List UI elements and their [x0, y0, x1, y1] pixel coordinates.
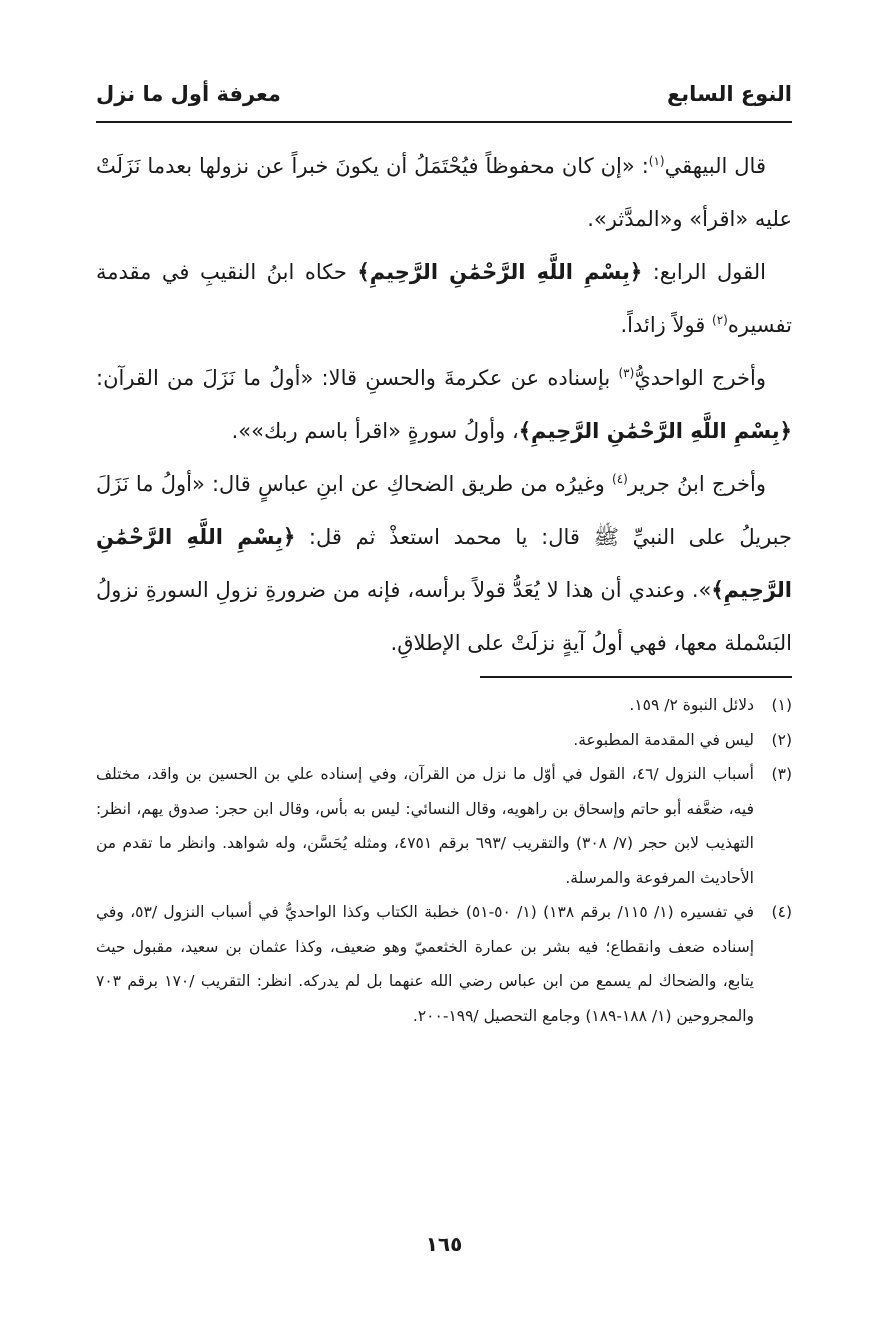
main-text — [96, 140, 792, 670]
paragraph-4 — [96, 458, 792, 670]
footnote-text: ليس في المقدمة المطبوعة. — [573, 730, 754, 749]
text-run: حكاه ابنُ النقيبِ في مقدمة تفسيره — [96, 260, 792, 337]
footnote-marker-1[interactable]: (١) — [648, 154, 665, 168]
footnotes — [96, 688, 792, 1033]
footnote-1 — [96, 688, 792, 723]
basmala-ornament: ﴿بِسْمِ اللَّهِ الرَّحْمَٰنِ الرَّحِيمِ﴾ — [518, 419, 792, 443]
text-run: القول الرابع: — [642, 260, 766, 284]
footnote-3 — [96, 757, 792, 895]
footnote-marker-2[interactable]: (٢) — [712, 313, 728, 327]
text-run: قال البيهقي — [664, 154, 766, 178]
footnote-divider — [480, 676, 792, 678]
text-run: ، وأولُ سورةٍ «اقرأ باسم ربك»». — [231, 419, 519, 443]
chapter-title: النوع السابع — [666, 82, 792, 106]
page-number: ١٦٥ — [425, 1232, 463, 1256]
running-header — [96, 72, 792, 116]
paragraph-3 — [96, 352, 792, 458]
paragraph-2 — [96, 246, 792, 352]
header-divider — [96, 121, 792, 123]
footnote-marker-4[interactable]: (٤) — [612, 472, 628, 486]
text-run: ». وعندي أن هذا لا يُعَدُّ قولاً برأسه، فإنه من ضرورةِ نزولِ السورةِ نزولُ البَسْملة معها، فهي أولُ آيةٍ نزلَتْ على الإطلاقِ. — [96, 578, 792, 655]
footnote-text: أسباب النزول /٤٦، القول في أوّل ما نزل من القرآن، وفي إسناده علي بن الحسين بن واقد، مختلف فيه، ضعَّفه أبو حاتم وإسحاق بن راهويه، وقال النسائي: ليس به بأس، وقال ابن حجر: صدوق يهم، انظر: التهذيب لابن حجر (٧/ ٣٠٨) والتقريب /٦٩٣ برقم ٤٧٥١، ومثله يُحَسَّن، وله شواهد. وانظر ما تقدم من الأحاديث المرفوعة والمرسلة. — [96, 765, 754, 887]
footnote-number: (٤) — [771, 903, 792, 921]
paragraph-1 — [96, 140, 792, 246]
footnote-number: (٢) — [771, 730, 792, 749]
text-run: قولاً زائداً. — [620, 313, 713, 337]
text-run: وغيرُه من طريق الضحاكِ عن ابنِ عباسٍ قال: «أولُ ما نَزَلَ جبريلُ على النبيِّ ﷺ قال: يا محمد استعذْ ثم قل: — [96, 472, 792, 549]
text-run: : «إن كان محفوظاً فيُحْتَمَلُ أن يكونَ خبراً عن نزولها بعدما نَزَلَتْ عليه «اقرأ» و«المدَّثر». — [96, 154, 792, 231]
basmala-ornament: ﴿بِسْمِ اللَّهِ الرَّحْمَٰنِ الرَّحِيمِ﴾ — [96, 525, 792, 602]
text-run: وأخرج ابنُ جرير — [627, 472, 766, 496]
text-run: وأخرج الواحديُّ — [634, 366, 766, 390]
footnote-number: (١) — [771, 696, 792, 714]
footnote-text: في تفسيره (١/ ١١٥/ برقم ١٣٨) (١/ ٥٠-٥١) خطبة الكتاب وكذا الواحديُّ في أسباب النزول /٥٣، وفي إسناده ضعف وانقطاع؛ فيه بشر بن عمارة الخثعميّ وهو ضعيف، وكذا عثمان بن سعيد، مقبول حيث يتابع، والضحاك لم يسمع من ابن عباس رضي الله عنهما بل لم يدركه. انظر: التقريب /١٧٠ برقم ٧٠٣ والمجروحين (١/ ١٨٨-١٨٩) وجامع التحصيل /١٩٩-٢٠٠. — [96, 903, 754, 1025]
basmala-ornament: ﴿بِسْمِ اللَّهِ الرَّحْمَٰنِ الرَّحِيمِ﴾ — [357, 260, 643, 284]
footnote-marker-3[interactable]: (٣) — [618, 366, 635, 380]
footnote-text: دلائل النبوة ٢/ ١٥٩. — [629, 696, 754, 714]
footnote-4 — [96, 895, 792, 1033]
footnote-number: (٣) — [771, 765, 792, 783]
footnote-2 — [96, 723, 792, 758]
section-title: معرفة أول ما نزل — [96, 82, 281, 106]
text-run: بإسناده عن عكرمةَ والحسنِ قالا: «أولُ ما نَزَلَ من القرآن: — [96, 366, 619, 390]
